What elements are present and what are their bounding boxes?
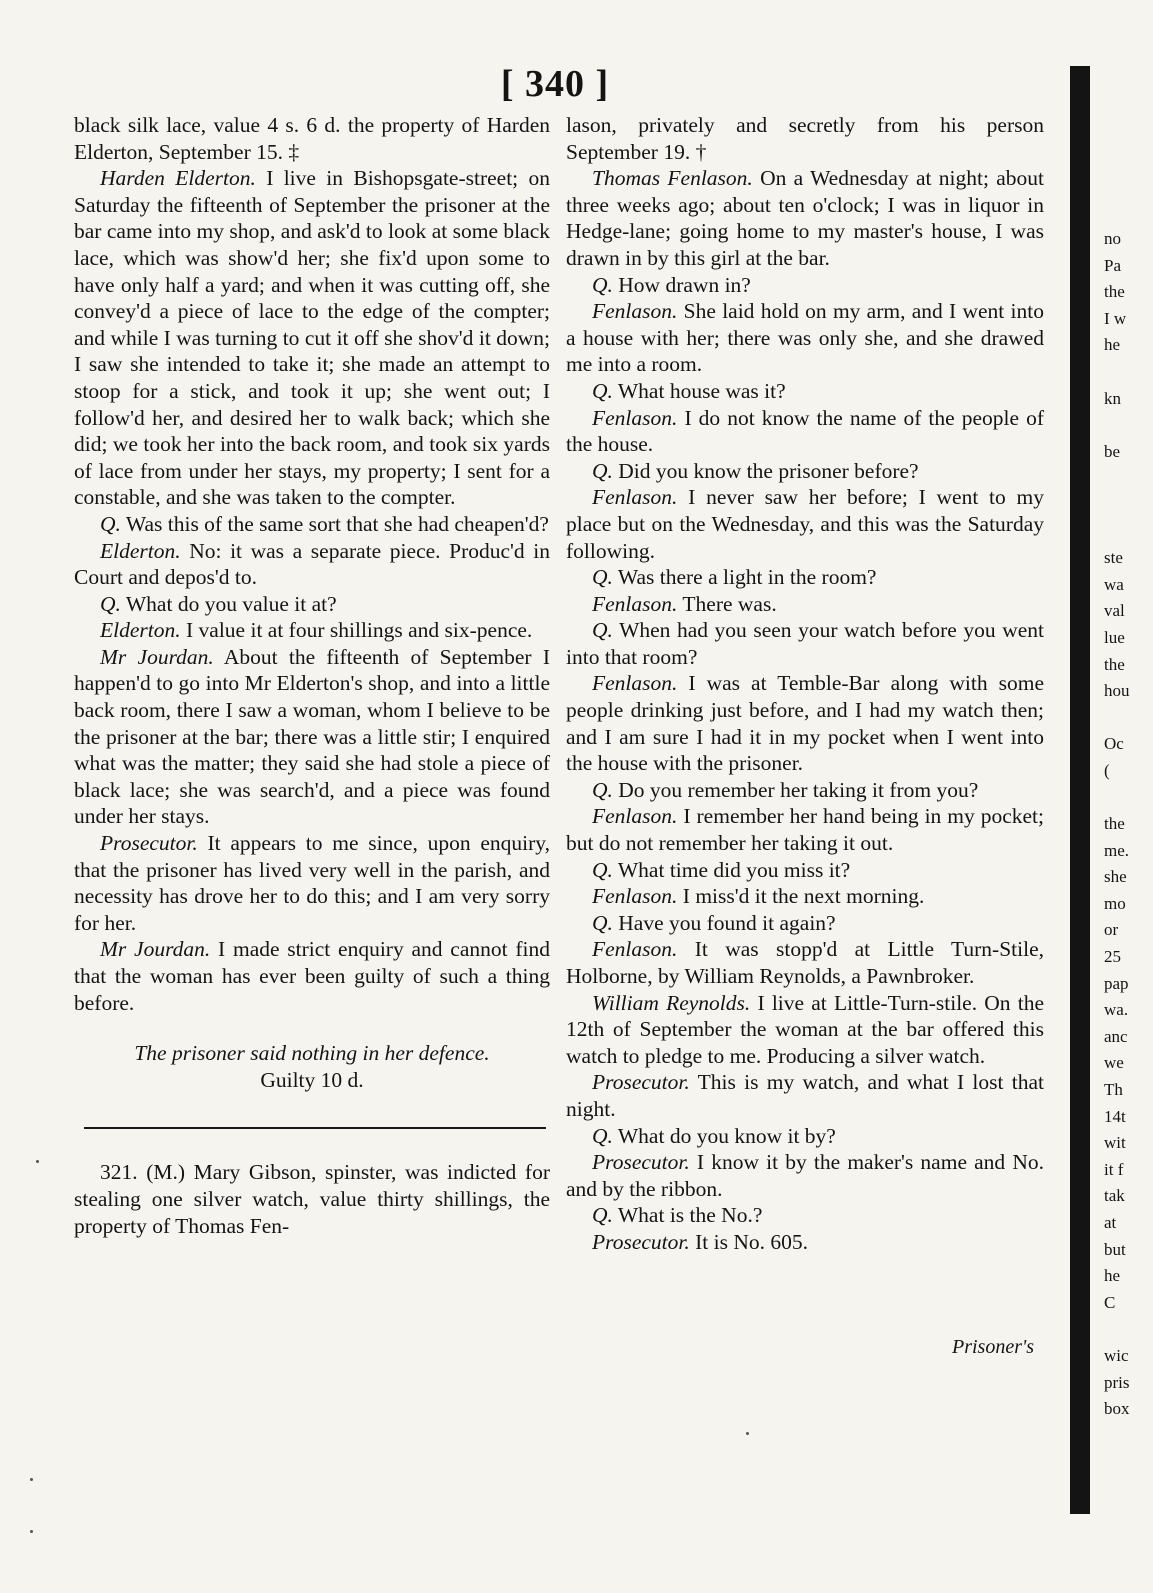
defence-line: The prisoner said nothing in her defence.	[134, 1041, 490, 1066]
paragraph	[566, 458, 1044, 485]
adjacent-fragment: box	[1104, 1399, 1130, 1419]
paragraph-text: I do not know the name of the people of the house.	[566, 405, 1044, 457]
adjacent-fragment: 25	[1104, 947, 1121, 967]
paragraph-text: I made strict enquiry and cannot find that the woman has ever been guilty of such a thing before.	[74, 937, 550, 1015]
paragraph	[566, 803, 1044, 856]
adjacent-fragment: wa	[1104, 574, 1124, 594]
speaker-name: Prosecutor.	[592, 1229, 690, 1254]
paragraph	[74, 112, 550, 165]
paragraph-text: About the fifteenth of September I happen'd to go into Mr Elderton's shop, and into a little back room, there I saw a woman, whom I believe to be the prisoner at the bar; there was a little stir; I enquired what was the matter; they said she had stole a piece of black lace; she was search'd, and a piece was found under her stays.	[74, 644, 551, 829]
left-paragraphs	[74, 112, 550, 1016]
paragraph-text: When had you seen your watch before you went into that room?	[566, 618, 1044, 669]
adjacent-fragment: no	[1104, 229, 1121, 248]
adjacent-fragment: pap	[1104, 973, 1129, 993]
adjacent-page-fragments	[1104, 226, 1150, 1423]
right-column	[566, 112, 1044, 1256]
speaker-name: Q.	[592, 857, 613, 882]
paragraph-text: Do you remember her taking it from you?	[612, 777, 979, 802]
paragraph	[566, 564, 1044, 591]
speaker-name: Q.	[592, 618, 613, 643]
speaker-name: Prosecutor.	[592, 1070, 690, 1095]
paragraph-text: On a Wednesday at night; about three weeks ago; about ten o'clock; I was in liquor in Hedge-lane; going home to my master's house, I was drawn in by this girl at the bar.	[566, 166, 1045, 270]
adjacent-fragment	[1104, 412, 1150, 439]
adjacent-fragment: or	[1104, 920, 1119, 940]
catchword: Prisoner's	[952, 1336, 1035, 1358]
adjacent-fragment	[1104, 1316, 1150, 1343]
adjacent-fragment: anc	[1104, 1026, 1128, 1046]
speck	[746, 1432, 749, 1435]
adjacent-fragment: at	[1104, 1212, 1117, 1232]
paragraph-text: I miss'd it the next morning.	[677, 884, 925, 909]
paragraph	[566, 1069, 1044, 1122]
adjacent-fragment: he	[1104, 335, 1121, 355]
paragraph	[566, 591, 1044, 618]
speaker-name: Q.	[592, 1203, 613, 1228]
speaker-name: Q.	[100, 511, 121, 536]
speaker-name: Q.	[592, 272, 613, 297]
paragraph	[566, 1202, 1044, 1229]
speck	[36, 1160, 39, 1163]
binding-shadow	[1070, 66, 1090, 1514]
speaker-name: Q.	[592, 1123, 613, 1148]
speaker-name: Fenlason.	[592, 591, 678, 616]
case-321-paragraph: 321. (M.) Mary Gibson, spinster, was indicted for stealing one silver watch, value thirty shillings, the property of Thomas Fen-	[74, 1160, 550, 1238]
speaker-name: Q.	[592, 378, 613, 403]
adjacent-fragment: I w	[1104, 308, 1127, 328]
paragraph	[74, 830, 550, 936]
adjacent-fragment: be	[1104, 441, 1121, 461]
paragraph-text: I know it by the maker's name and No. and by the ribbon.	[566, 1150, 1044, 1201]
paragraph-text: Have you found it again?	[612, 910, 836, 935]
speck	[30, 1530, 33, 1533]
adjacent-fragment: wic	[1104, 1345, 1129, 1365]
adjacent-fragment: Th	[1104, 1080, 1123, 1099]
paragraph-text: What house was it?	[612, 378, 786, 403]
paragraph	[566, 298, 1044, 378]
adjacent-fragment: val	[1104, 601, 1125, 621]
paragraph-text: It is No. 605.	[689, 1229, 808, 1254]
paragraph	[566, 112, 1044, 165]
adjacent-fragment: Pa	[1104, 255, 1121, 275]
paragraph-text: This is my watch, and what I lost that night.	[566, 1070, 1044, 1121]
paragraph	[566, 777, 1044, 804]
paragraph	[566, 378, 1044, 405]
right-paragraphs	[566, 112, 1044, 1256]
paragraph-text: I value it at four shillings and six-pence.	[180, 618, 533, 643]
paragraph-text: No: it was a separate piece. Produc'd in Court and depos'd to.	[74, 538, 550, 590]
adjacent-fragment: C	[1104, 1292, 1116, 1312]
paragraph	[566, 1229, 1044, 1256]
paragraph	[74, 591, 550, 618]
adjacent-fragment: kn	[1104, 388, 1121, 408]
paragraph-text: lason, privately and secretly from his person September 19. †	[566, 113, 1044, 164]
paragraph-text: There was.	[677, 591, 777, 616]
adjacent-fragment	[1104, 492, 1150, 519]
adjacent-fragment: the	[1104, 282, 1125, 302]
speaker-name: Thomas Fenlason.	[592, 166, 753, 191]
paragraph	[566, 990, 1044, 1070]
speck	[30, 1478, 33, 1481]
paragraph-text: Was this of the same sort that she had cheapen'd?	[120, 511, 549, 536]
speaker-name: Prosecutor.	[100, 831, 198, 856]
paragraph-text: I live at Little-Turn-stile. On the 12th of September the woman at the bar offered this watch to pledge to me. Producing a silver watch.	[566, 990, 1045, 1068]
verdict: Guilty 10 d.	[260, 1067, 364, 1092]
adjacent-fragment	[1104, 359, 1150, 386]
speaker-name: Harden Elderton.	[100, 166, 256, 191]
speaker-name: Q.	[592, 458, 613, 483]
page-number: [ 340 ]	[500, 63, 610, 105]
speaker-name: William Reynolds.	[592, 990, 751, 1015]
paragraph	[74, 644, 550, 830]
adjacent-fragment	[1104, 784, 1150, 811]
paragraph-text: black silk lace, value 4 s. 6 d. the property of Harden Elderton, September 15. ‡	[74, 113, 550, 164]
adjacent-fragment: 14t	[1104, 1106, 1126, 1126]
speaker-name: Fenlason.	[592, 937, 678, 962]
paragraph	[566, 910, 1044, 937]
adjacent-fragment: wa.	[1104, 1000, 1129, 1020]
adjacent-fragment: hou	[1104, 681, 1130, 701]
adjacent-fragment: mo	[1104, 893, 1126, 913]
adjacent-fragment: wit	[1104, 1133, 1126, 1153]
paragraph	[566, 1149, 1044, 1202]
adjacent-fragment: Oc	[1104, 734, 1124, 754]
paragraph	[74, 511, 550, 538]
speaker-name: Fenlason.	[592, 884, 678, 909]
adjacent-fragment: tak	[1104, 1186, 1125, 1206]
paragraph	[566, 857, 1044, 884]
adjacent-fragment: me.	[1104, 840, 1130, 860]
spacer	[74, 1016, 550, 1040]
paragraph	[566, 670, 1044, 776]
paragraph-text: What is the No.?	[612, 1203, 763, 1228]
speaker-name: Q.	[592, 777, 613, 802]
speaker-name: Q.	[592, 910, 613, 935]
paragraph-text: What time did you miss it?	[612, 857, 851, 882]
paragraph-text: Was there a light in the room?	[612, 565, 877, 590]
paragraph	[566, 617, 1044, 670]
paragraph-text: I was at Temble-Bar along with some people drinking just before, and I had my watch then; and I am sure I had it in my pocket when I went into the house with the prisoner.	[566, 671, 1044, 776]
adjacent-fragment: the	[1104, 814, 1125, 834]
paragraph	[566, 484, 1044, 564]
adjacent-fragment: we	[1104, 1053, 1124, 1073]
paragraph-text: What do you know it by?	[612, 1123, 836, 1148]
paragraph	[566, 165, 1044, 271]
paragraph-text: I live in Bishopsgate-street; on Saturday the fifteenth of September the prisoner at the bar came into my shop, and ask'd to look at some black lace, which was show'd her; she fix'd upon some to have only half a yard; and when it was cutting off, she convey'd a piece of lace to the edge of the compter; and while I was turning to cut it off she shov'd it down; I saw she intended to take it; she made an attempt to stoop for a stick, and took it up; she went out; I follow'd her, and desired her to walk back; which she did; we took her into the back room, and took six yards of lace from under her stays, my property; I sent for a constable, and she was taken to the compter.	[74, 166, 550, 510]
adjacent-fragment: the	[1104, 654, 1125, 674]
paragraph	[74, 936, 550, 1016]
adjacent-fragment: (	[1104, 760, 1110, 780]
paragraph	[566, 883, 1044, 910]
paragraph	[566, 405, 1044, 458]
adjacent-fragment: but	[1104, 1239, 1126, 1259]
paragraph-text: What do you value it at?	[120, 591, 337, 616]
paragraph	[74, 538, 550, 591]
speaker-name: Fenlason.	[592, 671, 678, 696]
paragraph	[74, 617, 550, 644]
speaker-name: Fenlason.	[592, 485, 678, 510]
left-column	[74, 112, 550, 1239]
paragraph	[566, 1123, 1044, 1150]
paragraph-text: She laid hold on my arm, and I went into a house with her; there was only she, and she drawed me into a room.	[566, 299, 1044, 377]
paragraph-text: How drawn in?	[612, 272, 751, 297]
speaker-name: Q.	[100, 591, 121, 616]
speaker-name: Fenlason.	[592, 804, 678, 829]
adjacent-fragment: lue	[1104, 627, 1125, 647]
paragraph-text: I remember her hand being in my pocket; but do not remember her taking it out.	[566, 804, 1044, 856]
speaker-name: Mr Jourdan.	[100, 937, 211, 962]
speaker-name: Fenlason.	[592, 405, 678, 430]
paragraph-text: I never saw her before; I went to my place but on the Wednesday, and this was the Saturday following.	[566, 485, 1044, 563]
speaker-name: Prosecutor.	[592, 1150, 690, 1175]
speaker-name: Elderton.	[100, 618, 181, 643]
paragraph-text: It appears to me since, upon enquiry, that the prisoner has lived very well in the parish, and necessity has drove her to do this; and I am very sorry for her.	[74, 831, 550, 935]
adjacent-fragment	[1104, 519, 1150, 546]
adjacent-fragment: ste	[1104, 548, 1123, 568]
adjacent-fragment: he	[1104, 1266, 1121, 1286]
adjacent-fragment: she	[1104, 867, 1127, 887]
paragraph	[74, 165, 550, 511]
speaker-name: Fenlason.	[592, 299, 678, 324]
speaker-name: Mr Jourdan.	[100, 644, 214, 669]
adjacent-fragment	[1104, 465, 1150, 492]
section-divider	[84, 1127, 546, 1129]
paragraph	[566, 272, 1044, 299]
adjacent-fragment	[1104, 705, 1150, 732]
paragraph	[566, 936, 1044, 989]
paragraph-text: Did you know the prisoner before?	[612, 458, 919, 483]
paragraph-text: It was stopp'd at Little Turn-Stile, Holborne, by William Reynolds, a Pawnbroker.	[566, 937, 1044, 988]
speaker-name: Elderton.	[100, 538, 181, 563]
adjacent-fragment: pris	[1104, 1372, 1130, 1392]
speaker-name: Q.	[592, 565, 613, 590]
adjacent-fragment: it f	[1104, 1159, 1124, 1179]
